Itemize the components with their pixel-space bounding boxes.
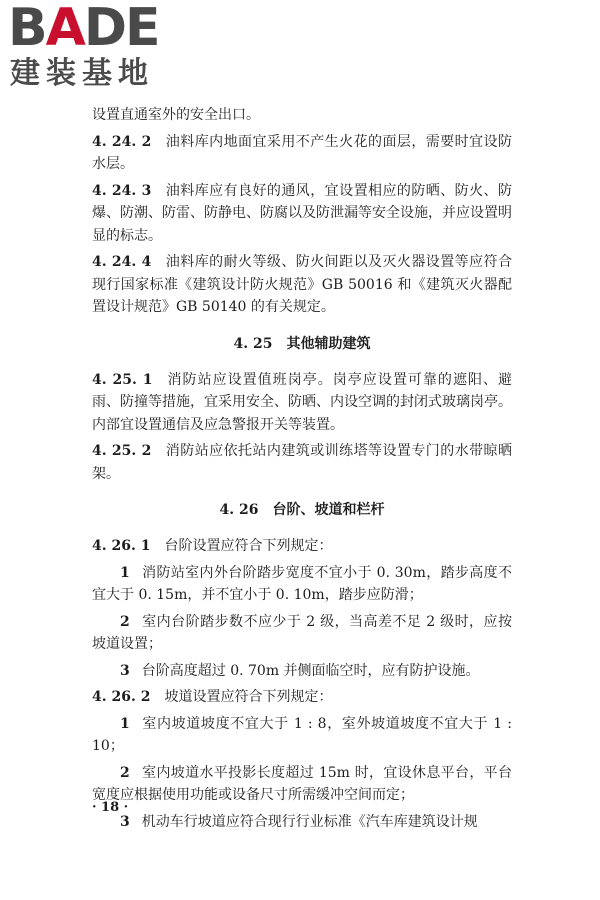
clause-4-25-1: 4. 25. 1 消防站应设置值班岗亭。岗亭应设置可靠的遮阳、避雨、防撞等措施，宜采用安全、防晒、内设空调的封闭式玻璃岗亭。内部宜设置通信及应急警报开关等装置。 [92,371,513,433]
clause-4-26-1: 4. 26. 1 台阶设置应符合下列规定： [92,538,333,554]
list-item: 2 室内台阶踏步数不应少于 2 级，当高差不足 2 级时，应按坡道设置； [92,613,512,652]
clause-number: 4. 25. 1 [92,371,153,388]
clause-number: 4. 25. 2 [92,443,152,459]
clause-4-24-4: 4. 24. 4 油料库的耐火等级、防火间距以及灭火器设置等应符合现行国家标准《建筑设计防火规范》GB 50016 和《建筑灭火器配置设计规范》GB 50140 的有关规定。 [92,254,513,315]
clause-number: 4. 26. 2 [92,689,151,705]
clause-4-26-2: 4. 26. 2 坡道设置应符合下列规定： [92,689,333,705]
clause-4-24-3: 4. 24. 3 油料库应有良好的通风，宜设置相应的防晒、防火、防爆、防潮、防雷、防静电、防腐以及防泄漏等安全设施，并应设置明显的标志。 [92,182,513,244]
list-item: 3 机动车行坡道应符合现行行业标准《汽车库建筑设计规 [120,813,478,830]
list-item: 1 消防站室内外台阶踏步宽度不宜小于 0. 30m，踏步高度不宜大于 0. 15m，并不宜小于 0. 10m，踏步应防滑； [92,564,512,603]
page-number: · 18 · [92,800,129,815]
clause-number: 4. 24. 2 [92,133,152,150]
bade-logo [8,0,178,96]
clause-number: 4. 24. 4 [92,254,152,270]
page-body [92,104,512,837]
clause-4-24-2: 4. 24. 2 油料库内地面宜采用不产生火花的面层，需要时宜设防水层。 [92,133,513,172]
clause-number: 4. 24. 3 [92,182,152,199]
clause-number: 4. 26. 1 [92,538,151,554]
list-item: 3 台阶高度超过 0. 70m 并侧面临空时，应有防护设施。 [120,662,480,679]
logo-subtitle: 建装基地 [10,56,154,91]
clause-4-25-2: 4. 25. 2 消防站应依托站内建筑或训练塔等设置专门的水带晾晒架。 [92,443,513,482]
list-item: 1 室内坡道坡度不宜大于 1 : 8，室外坡道坡度不宜大于 1 : 10； [92,715,512,754]
paragraph-continuation: 设置直通室外的安全出口。 [92,107,260,123]
logo-wordmark: BADE [8,0,159,58]
section-heading-4-26: 4. 26 台阶、坡道和栏杆 [219,502,385,518]
section-heading-4-25: 4. 25 其他辅助建筑 [233,335,371,352]
list-item: 2 室内坡道水平投影长度超过 15m 时，宜设休息平台，平台宽度应根据使用功能或设备尺寸所需缓冲空间而定； [92,764,512,803]
